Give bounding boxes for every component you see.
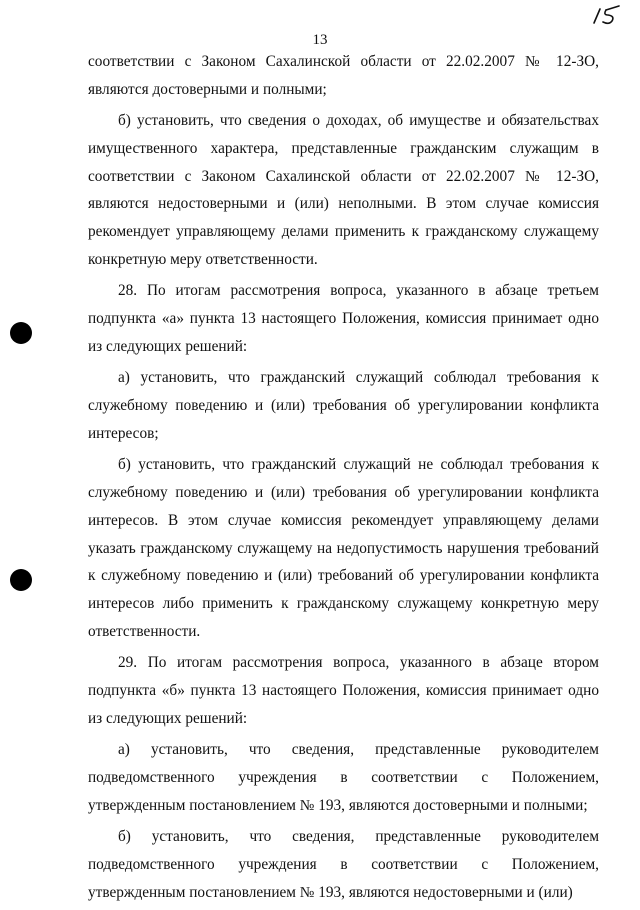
paragraph-28-item-b: б) установить, что гражданский служащий не соблюдал требования к служебному поведению и (или) требования об урегулировании конфликта интересов. В этом случае комиссия рекомендует управляющему делами указать гражданскому служащему на недопустимость нарушения требований к служебному поведению и (или) требований об урегулировании конфликта интересов либо применить к гражданскому служащему конкретную меру ответственности. [88,456,599,640]
paragraph-28-item-a: а) установить, что гражданский служащий соблюдал требования к служебному поведению и (или) требования об урегулировании конфликта интересов; [88,369,599,442]
punch-hole [10,322,32,344]
document-body [88,48,599,910]
paragraph-item-b: б) установить, что сведения о доходах, об имуществе и обязательствах имущественного характера, представленные гражданским служащим в соответствии с Законом Сахалинской области от 22.02.2007 № 12-ЗО, являются недостоверными и (или) неполными. В этом случае комиссия рекомендует управляющему делами применить к гражданскому служащему конкретную меру ответственности. [88,112,599,269]
paragraph-29: 29. По итогам рассмотрения вопроса, указанного в абзаце втором подпункта «б» пункта 13 настоящего Положения, комиссия принимает одно из следующих решений: [88,654,599,727]
paragraph-29-item-b: б) установить, что сведения, представленные руководителем подведомственного учреждения в соответствии с Положением, утвержденным постановлением № 193, являются недостоверными и (или) [88,828,599,901]
paragraph-continuation: соответствии с Законом Сахалинской области от 22.02.2007 № 12-ЗО, являются достоверными и полными; [88,53,599,98]
paragraph-28: 28. По итогам рассмотрения вопроса, указанного в абзаце третьем подпункта «а» пункта 13 настоящего Положения, комиссия принимает одно из следующих решений: [88,282,599,355]
page-number: 13 [312,32,328,48]
paragraph-29-item-a: а) установить, что сведения, представленные руководителем подведомственного учреждения в соответствии с Положением, утвержденным постановлением № 193, являются достоверными и полными; [88,741,599,814]
handwritten-mark-icon [590,4,622,26]
handwritten-page-mark [590,4,622,31]
punch-hole [10,569,32,591]
